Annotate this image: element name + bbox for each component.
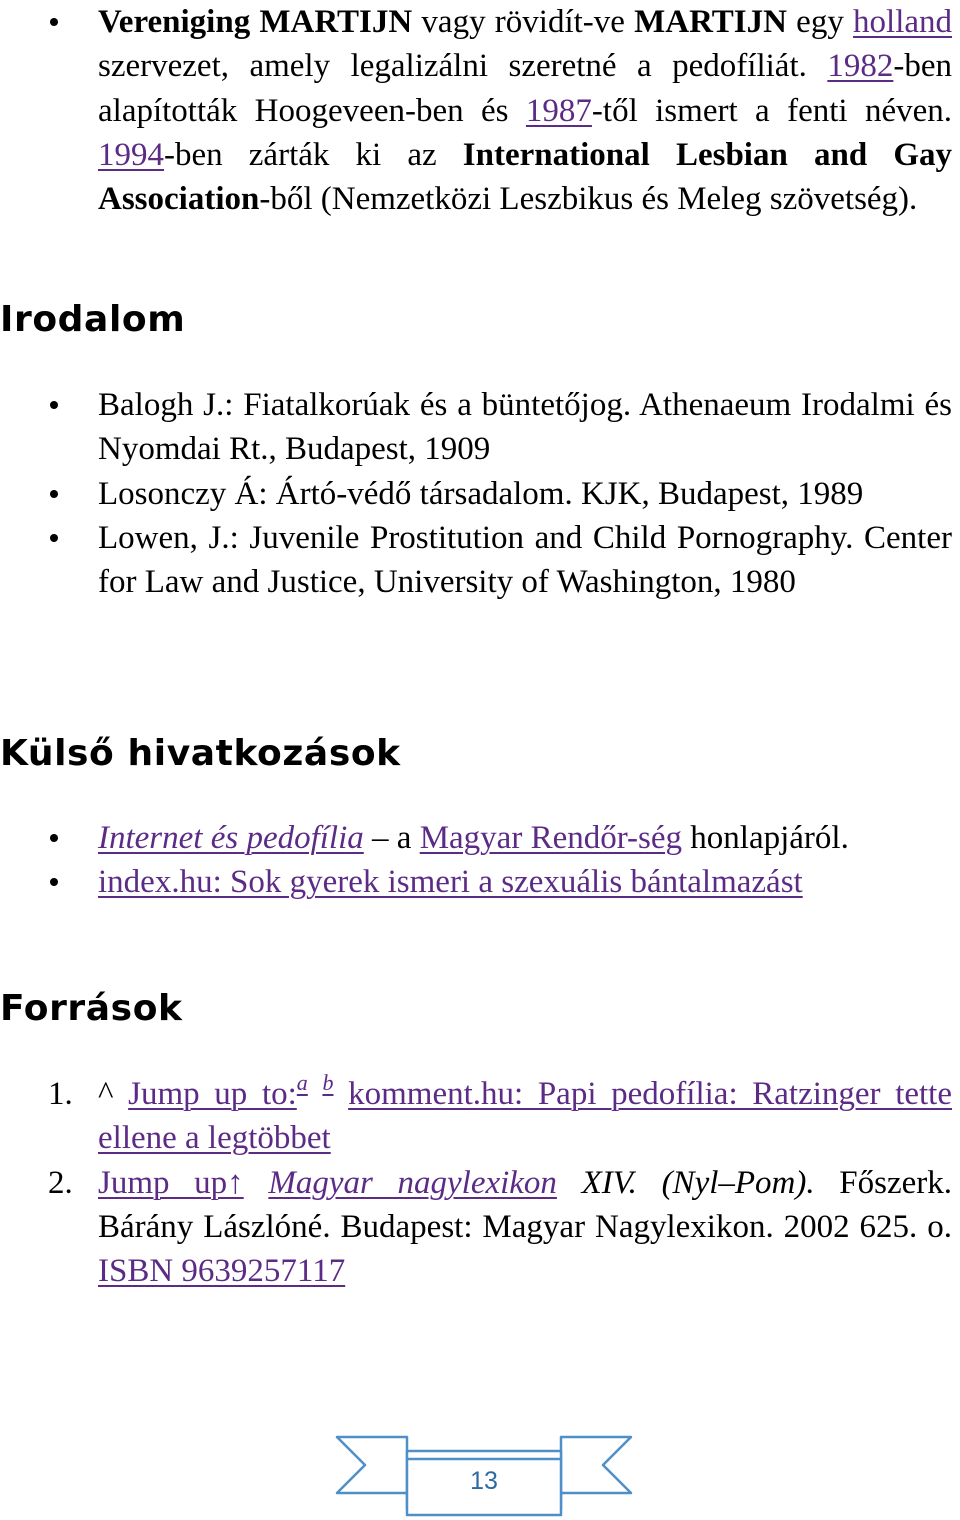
link-komment-hu[interactable]: komment.hu: Papi pedofília: Ratzinger tette ellene a legtöbbet (98, 1076, 952, 1157)
link-internet-es-pedofilia[interactable]: Internet és pedofília (98, 820, 364, 856)
list-item-forras (0, 1161, 960, 1294)
reference-text: Lowen, J.: Juvenile Prostitution and Child Pornography. Center for Law and Justice, University of Washington, 1980 (98, 519, 952, 601)
text-fragment: -ből (Nemzetközi Leszbikus és Meleg szövetség). (259, 181, 918, 218)
link-1987[interactable]: 1987 (525, 92, 592, 129)
link-isbn[interactable]: ISBN 9639257117 (98, 1253, 346, 1290)
item-number: 2. (48, 1164, 73, 1201)
text-fragment: szervezet, amely legalizálni szeretné a pedofíliát. (98, 48, 828, 85)
text-fragment: vagy rövidít-ve (412, 4, 635, 40)
bullet-icon (50, 834, 58, 842)
backref-a-link[interactable]: a (296, 1070, 308, 1095)
heading-forrasok: Források (0, 988, 183, 1029)
link-magyar-rendorseg[interactable]: Magyar Rendőr-ség (419, 820, 683, 856)
text-fragment: egy (786, 4, 854, 40)
bullet-icon (50, 18, 58, 26)
list-item-forras (0, 1072, 960, 1161)
heading-irodalom: Irodalom (0, 299, 186, 340)
text-fragment: – a (363, 820, 420, 856)
link-1994[interactable]: 1994 (98, 136, 164, 173)
list-item-kulso (0, 860, 960, 904)
jump-up-link[interactable]: Jump up↑ (98, 1164, 244, 1201)
text-fragment: -ben alapították Hoogeveen-ben és (98, 48, 952, 129)
kulso-list (0, 816, 960, 905)
ilga-name: International Lesbian and Gay Association (98, 136, 952, 218)
text-fragment: honlapjáról. (682, 820, 849, 856)
item-number: 1. (48, 1076, 73, 1112)
bullet-icon (50, 534, 58, 542)
list-item-irodalom (0, 383, 960, 472)
jump-up-link[interactable]: Jump up to: (128, 1076, 297, 1112)
bullet-icon (50, 401, 58, 409)
org-short-name: MARTIJN (634, 4, 787, 40)
org-name: Vereniging MARTIJN (98, 4, 413, 40)
irodalom-list (0, 383, 960, 604)
heading-kulso-hivatkozasok: Külső hivatkozások (0, 733, 401, 774)
list-item-kulso (0, 816, 960, 860)
link-1982[interactable]: 1982 (827, 48, 894, 85)
volume-text: XIV. (Nyl–Pom). (556, 1164, 815, 1201)
list-item-irodalom (0, 516, 960, 605)
citation-text: Főszerk. Bárány Lászlóné. Budapest: Magyar Nagylexikon. 2002 625. o. (98, 1164, 953, 1245)
link-index-hu[interactable]: index.hu: Sok gyerek ismeri a szexuális bántalmazást (98, 864, 803, 901)
bullet-icon (50, 490, 58, 498)
link-magyar-nagylexikon[interactable]: Magyar nagylexikon (268, 1164, 557, 1201)
caret-text: ^ (98, 1076, 129, 1112)
list-item-irodalom (0, 472, 960, 516)
martijn-list (0, 0, 960, 221)
text-fragment: -től ismert a fenti néven. (591, 92, 952, 129)
reference-text: Balogh J.: Fiatalkorúak és a büntetőjog. Athenaeum Irodalmi és Nyomdai Rt., Budapest, 1909 (98, 387, 952, 468)
text-fragment: -ben zárták ki az (164, 136, 463, 173)
page-number-banner (335, 1433, 633, 1520)
forrasok-list (0, 1072, 960, 1293)
page-number: 13 (470, 1467, 498, 1495)
link-holland[interactable]: holland (853, 4, 953, 40)
bullet-icon (50, 878, 58, 886)
reference-text: Losonczy Á: Ártó-védő társadalom. KJK, Budapest, 1989 (98, 475, 864, 512)
backref-b-link[interactable]: b (322, 1070, 334, 1095)
list-item-martijn (0, 0, 960, 221)
